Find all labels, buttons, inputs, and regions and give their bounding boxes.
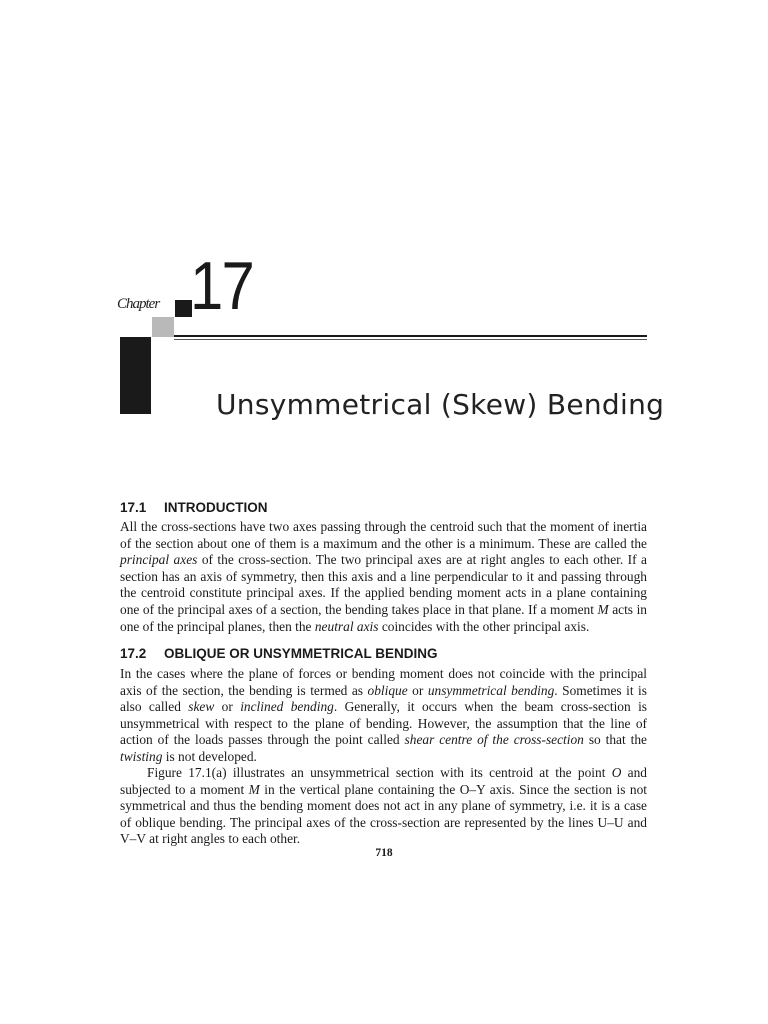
chapter-decor-bar <box>120 337 151 414</box>
text-run: of the cross-section. The two principal axes are at right angles to each other. If a section has an axis of symmetry, then this axis and a line perpendicular to it and passing through the centroid constitute principal axes. If the applied bending moment acts in a plane containing one of the principal axes of a section, the bending takes place in that plane. If a moment <box>120 552 647 617</box>
text-run: . Generally, it occurs when the beam cross-section is unsymmetrical with respect to the plane of bending. However, the assumption that the line of action of the loads passes through the point called <box>120 699 648 748</box>
italic-term: principal axes <box>120 552 198 568</box>
italic-term: inclined bending <box>240 699 334 715</box>
italic-term: skew <box>188 699 215 715</box>
section-heading-introduction <box>120 500 268 515</box>
section-number: 17.1 <box>120 500 147 515</box>
section-title: INTRODUCTION <box>164 500 268 515</box>
text-run: Figure 17.1(a) illustrates an unsymmetrical section with its centroid at the point <box>147 765 612 780</box>
italic-term: unsymmetrical bending <box>427 682 555 698</box>
paragraph <box>120 765 647 848</box>
chapter-title: Unsymmetrical (Skew) Bending <box>216 388 665 421</box>
text-run: . Sometimes it is also called <box>120 682 647 715</box>
chapter-label: Chapter <box>117 296 160 312</box>
italic-term: neutral axis <box>314 618 379 634</box>
section-number: 17.2 <box>120 646 147 661</box>
text-run: All the cross-sections have two axes passing through the centroid such that the moment of inertia of the section about one of them is a maximum and the other is a minimum. These are called the <box>120 519 647 551</box>
section-heading-oblique-bending <box>120 646 438 661</box>
chapter-decor-square-grey <box>152 317 174 337</box>
chapter-number: 17 <box>190 248 254 324</box>
page-number: 718 <box>375 847 393 859</box>
italic-term: twisting <box>120 748 163 764</box>
text-run: or <box>407 682 428 698</box>
text-run: in the vertical plane containing the O–Y axis. Since the section is not symmetrical and thus the bending moment does not act in any plane of symmetry, i.e. it is a case of oblique bending. The principal axes of the cross-section are represented by the lines U–U and V–V at right angles to each other. <box>120 781 647 847</box>
text-run: so that the <box>583 732 648 748</box>
paragraph <box>120 666 647 766</box>
chapter-rule <box>174 335 647 337</box>
text-run: acts in one of the principal planes, then the <box>120 601 647 634</box>
text-run: or <box>214 699 241 715</box>
italic-term: M <box>597 601 609 617</box>
text-run: In the cases where the plane of forces or bending moment does not coincide with the principal axis of the section, the bending is termed as <box>120 666 647 698</box>
paragraph <box>120 519 647 635</box>
italic-term: O <box>611 765 622 780</box>
italic-term: M <box>248 781 260 797</box>
text-run: coincides with the other principal axis. <box>378 618 590 634</box>
text-run: is not developed. <box>162 748 257 764</box>
text-run: and subjected to a moment <box>120 765 647 797</box>
italic-term: oblique <box>367 682 408 698</box>
section-title: OBLIQUE OR UNSYMMETRICAL BENDING <box>164 646 438 661</box>
italic-term: shear centre of the cross-section <box>404 732 584 748</box>
chapter-rule-thin <box>174 339 647 340</box>
